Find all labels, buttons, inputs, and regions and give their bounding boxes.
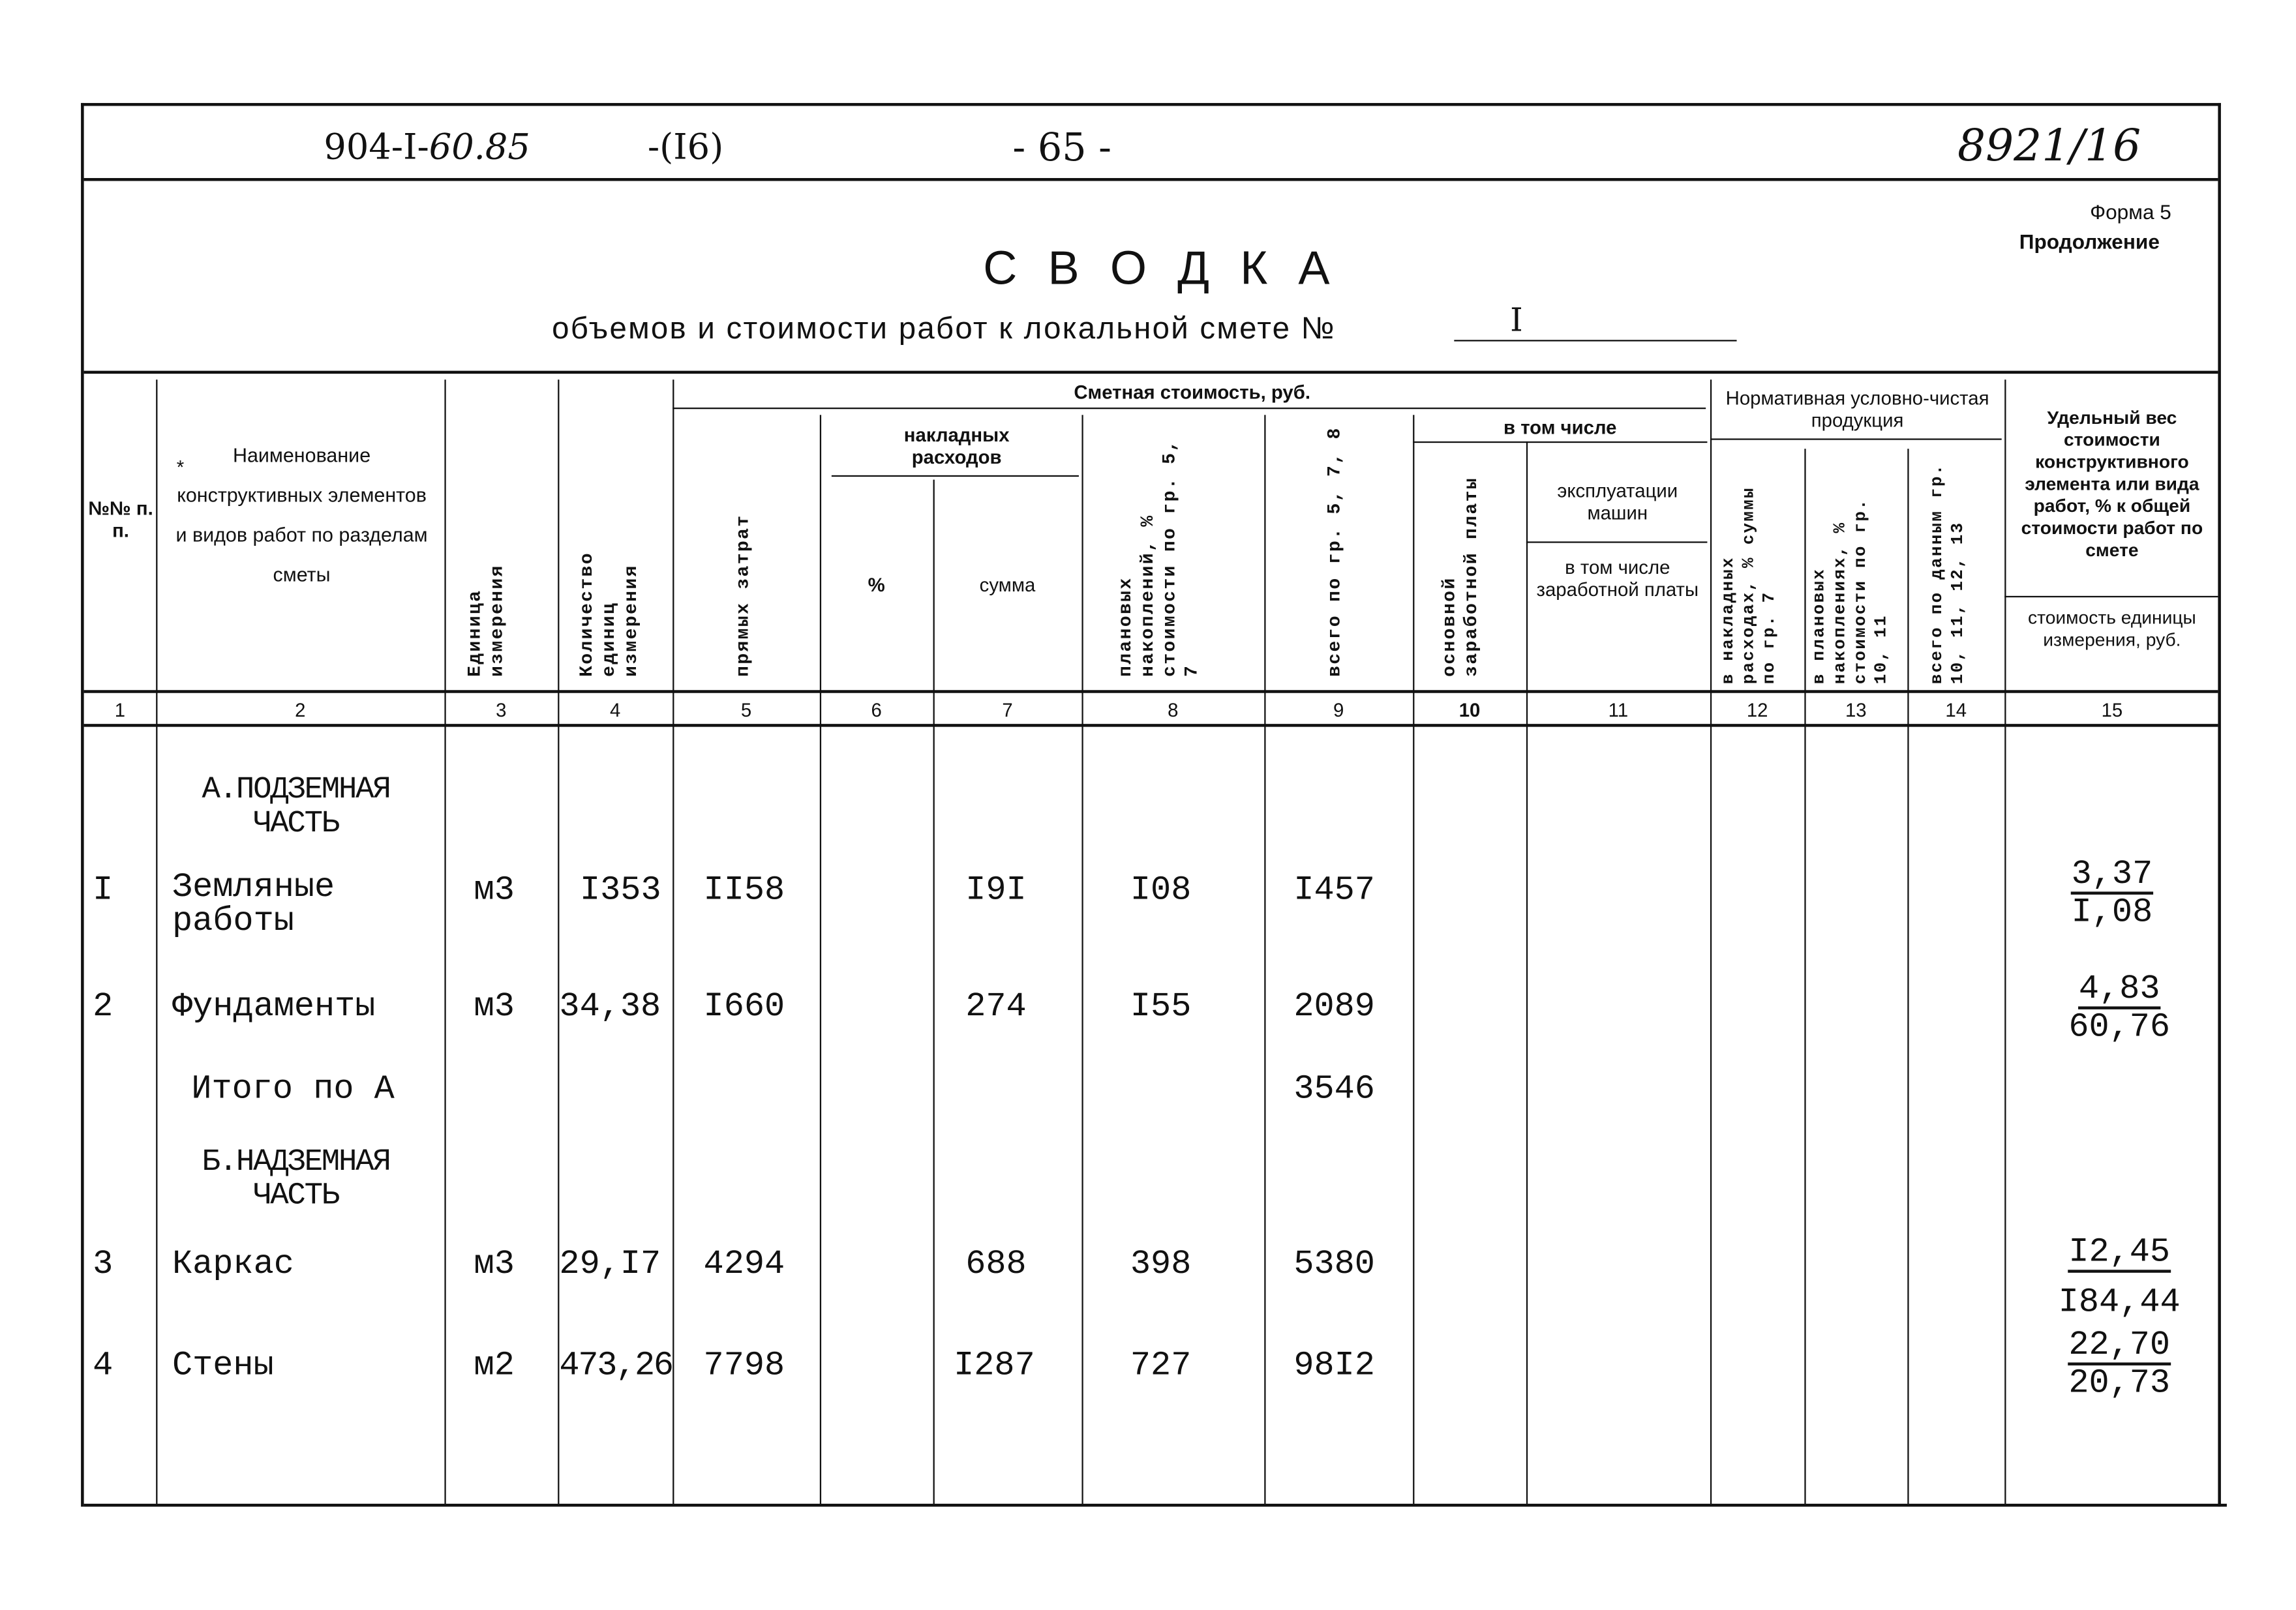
table-top-line (84, 371, 2218, 374)
row-overhead-sum: I9I (965, 871, 1027, 910)
doc-code-handwritten: 60.85 (429, 127, 530, 168)
col-line (444, 380, 446, 1504)
row-number: 4 (93, 1346, 113, 1385)
col-number: 1 (114, 698, 126, 721)
row-direct: II58 (703, 871, 785, 910)
row-unit: м3 (474, 987, 515, 1026)
row-qty: I353 (580, 871, 661, 910)
row-planned: 398 (1130, 1244, 1192, 1283)
row-overhead-sum: 688 (965, 1244, 1027, 1283)
row-name: Каркас (172, 1244, 294, 1283)
c15-split-line (2004, 596, 2218, 597)
header-c7: сумма (979, 573, 1036, 596)
col-line (933, 480, 935, 1504)
header-c11a: эксплуатации машин (1557, 479, 1678, 524)
col-number: 3 (496, 698, 507, 721)
row-qty: 29,I7 (559, 1244, 661, 1283)
row-direct: I660 (703, 987, 785, 1026)
col-number: 5 (740, 698, 752, 721)
col-number: 14 (1945, 698, 1967, 721)
row-unit: м2 (474, 1346, 515, 1385)
document-title: С В О Д К А (983, 241, 1339, 295)
row-share-fraction (2053, 1227, 2186, 1327)
header-c11b: в том числе заработной платы (1536, 556, 1699, 601)
row-share-fraction (2046, 856, 2178, 930)
col-line (1526, 441, 1528, 1504)
col-line (1413, 415, 1414, 1504)
row-planned: I08 (1130, 871, 1192, 910)
header-c14: всего по данным гр. 10, 11, 12, 13 (1927, 463, 1968, 685)
row-share: 3,37 (2072, 856, 2153, 895)
row-overhead-sum: I287 (954, 1346, 1035, 1385)
col-line (2004, 380, 2006, 1504)
row-name: Фундаменты (172, 987, 376, 1026)
col-line (1264, 415, 1265, 1504)
page-number: - 65 - (1012, 127, 1112, 171)
header-c8: плановых накоплений, % стоимости по гр. 5, 7 (1115, 439, 1203, 677)
header-bottom-line (84, 690, 2218, 693)
row-qty: 34,38 (559, 987, 661, 1026)
col-number: 2 (295, 698, 306, 721)
top-line (81, 103, 2221, 106)
header-overhead-group: накладных расходов (903, 423, 1010, 468)
header-c3: Единица измерения (465, 564, 508, 677)
row-share-fraction (2053, 1327, 2186, 1401)
row-total: 5380 (1293, 1244, 1375, 1283)
row-overhead-sum: 274 (965, 987, 1027, 1026)
doc-code (324, 127, 530, 168)
row-number: I (93, 871, 113, 910)
col-numbers-line (84, 724, 2218, 727)
row-share: 4,83 (2079, 971, 2160, 1009)
c11-split-line (1526, 541, 1708, 543)
col-number: 15 (2101, 698, 2123, 721)
incl-group-line (1413, 441, 1707, 443)
sheet-ref: -(I6) (647, 127, 724, 168)
col-number: 9 (1333, 698, 1344, 721)
doc-code-printed: 904-I- (324, 127, 429, 168)
header-c15a: Удельный вес стоимости конструктивного элемента или вида работ, % к общей стоимости работ по смете (2021, 408, 2203, 561)
header-norm-group: Нормативная условно-чистая продукция (1725, 387, 1989, 432)
row-unit-cost: I,08 (2071, 893, 2153, 932)
section-heading: А.ПОДЗЕМНАЯ ЧАСТЬ (202, 773, 390, 842)
col-number: 11 (1608, 698, 1629, 721)
row-share-fraction (2053, 971, 2186, 1045)
col-number: 6 (871, 698, 882, 721)
header-c1: №№ п. п. (88, 497, 153, 542)
header-cost-group: Сметная стоимость, руб. (1074, 381, 1311, 404)
header-c6: % (868, 573, 885, 596)
col-line (1907, 449, 1909, 1504)
row-unit: м3 (474, 1244, 515, 1283)
col-line (1804, 449, 1805, 1504)
row-total: I457 (1293, 871, 1375, 910)
row-qty: 473,26 (559, 1346, 672, 1385)
col-line (1710, 380, 1712, 1504)
row-unit-cost: I84,44 (2058, 1283, 2181, 1322)
header-c9: всего по гр. 5, 7, 8 (1324, 426, 1346, 677)
header-c2: Наименование конструктивных элементов и видов работ по разделам сметы (175, 444, 428, 586)
document-subtitle: объемов и стоимости работ к локальной смете № (552, 312, 1336, 346)
row-number: 3 (93, 1244, 113, 1283)
header-c12: в накладных расходах, % суммы по гр. 7 (1719, 486, 1779, 685)
cost-group-line (672, 408, 1706, 409)
section-heading: Б.НАДЗЕМНАЯ ЧАСТЬ (202, 1146, 390, 1214)
form-label: Форма 5 (2090, 200, 2171, 224)
left-border (81, 103, 84, 1507)
right-border (2218, 103, 2221, 1507)
subtotal-total: 3546 (1293, 1069, 1375, 1109)
footnote-mark: * (176, 456, 185, 479)
row-unit: м3 (474, 871, 515, 910)
header-incl-group: в том числе (1503, 416, 1617, 439)
row-direct: 4294 (703, 1244, 785, 1283)
row-name: Земляные работы (172, 868, 335, 940)
col-number: 12 (1746, 698, 1768, 721)
estimate-number: I (1454, 303, 1736, 342)
col-line (672, 380, 674, 1504)
col-number: 7 (1002, 698, 1013, 721)
row-unit-cost: 60,76 (2068, 1007, 2171, 1047)
col-line (156, 380, 157, 1504)
row-planned: I55 (1130, 987, 1192, 1026)
table-bottom-line (84, 1504, 2227, 1507)
col-number: 13 (1845, 698, 1867, 721)
row-unit-cost: 20,73 (2068, 1364, 2171, 1403)
header-c10: основной заработной платы (1439, 477, 1483, 677)
col-number: 8 (1168, 698, 1179, 721)
row-planned: 727 (1130, 1346, 1192, 1385)
row-number: 2 (93, 987, 113, 1026)
inventory-number: 8921/16 (1957, 121, 2141, 172)
row-total: 2089 (1293, 987, 1375, 1026)
continuation-label: Продолжение (2019, 229, 2160, 254)
row-direct: 7798 (703, 1346, 785, 1385)
header-c5: прямых затрат (733, 514, 754, 677)
col-line (1081, 415, 1083, 1504)
overhead-group-line (832, 475, 1079, 477)
col-line (558, 380, 559, 1504)
norm-group-line (1710, 438, 2002, 440)
header-c15b: стоимость единицы измерения, руб. (2028, 607, 2196, 651)
row-name: Стены (172, 1346, 274, 1385)
subtotal-label: Итого по А (191, 1069, 395, 1109)
header-line (84, 178, 2218, 181)
row-share: 22,70 (2068, 1327, 2170, 1365)
row-total: 98I2 (1293, 1346, 1375, 1385)
row-share: I2,45 (2068, 1234, 2170, 1273)
col-number: 4 (609, 698, 621, 721)
col-number: 10 (1458, 698, 1481, 721)
header-c13: в плановых накоплениях, % стоимости по гр. 10, 11 (1810, 498, 1892, 685)
header-c4: Количество единиц измерения (577, 552, 642, 677)
